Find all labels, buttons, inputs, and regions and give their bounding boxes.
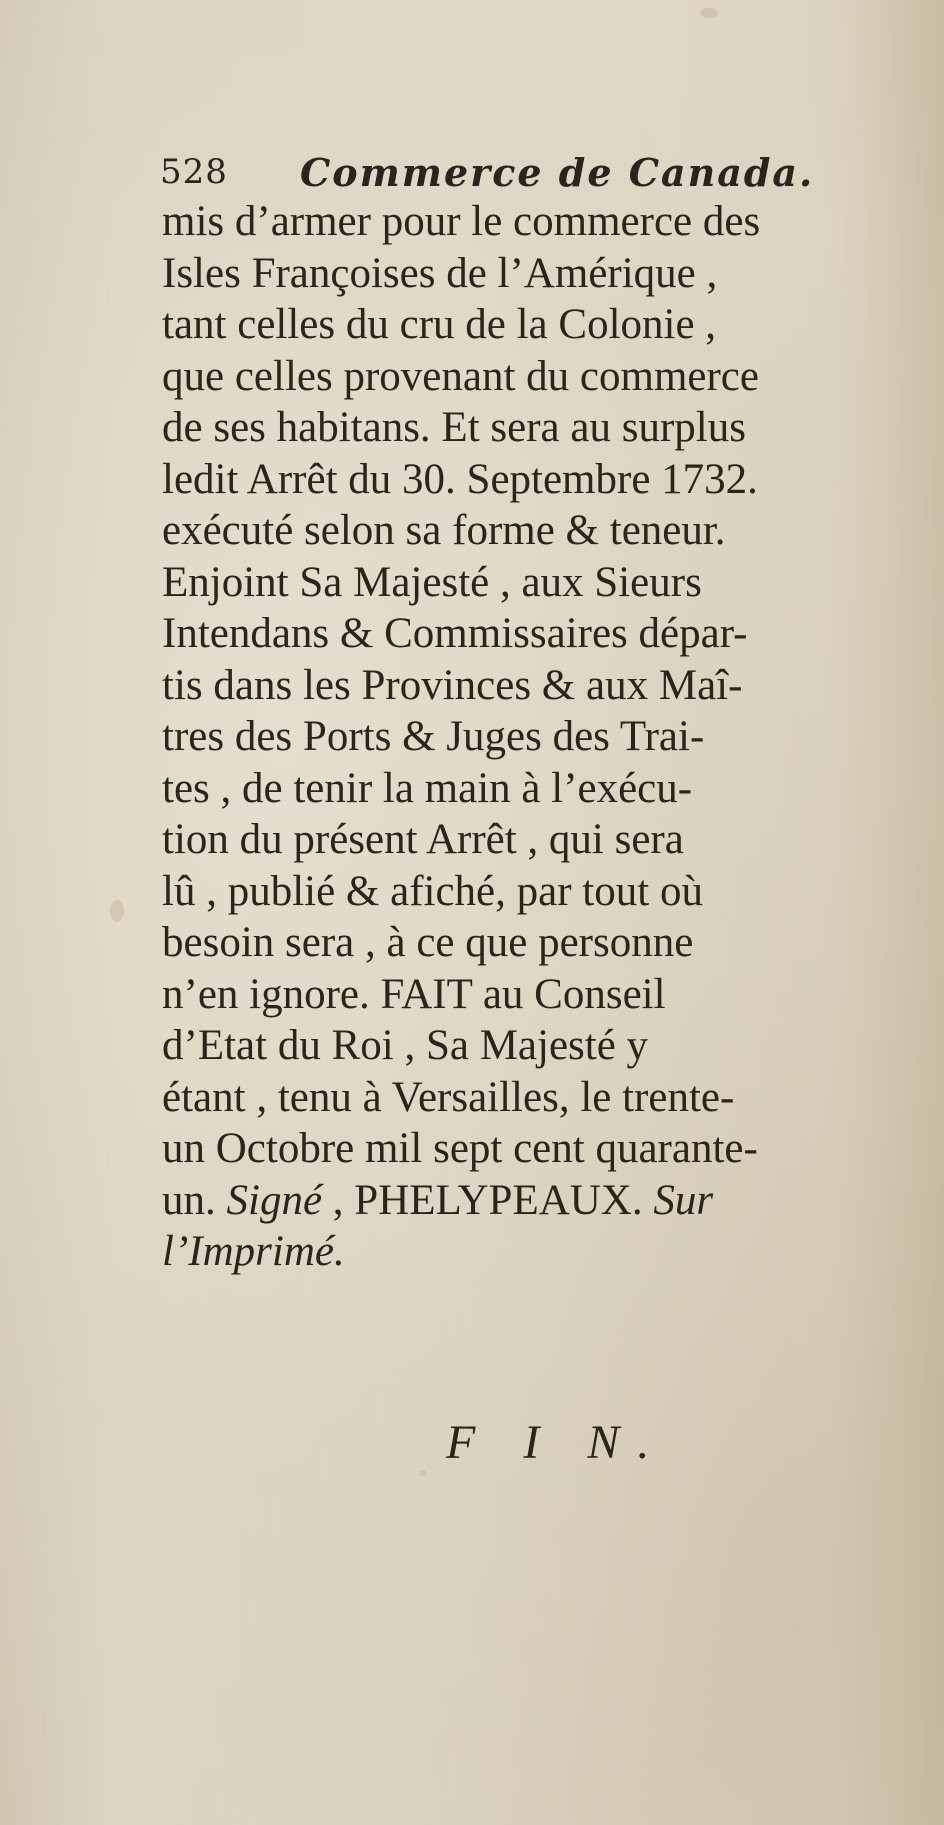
body-text	[162, 196, 912, 1278]
text-line: exécuté selon sa forme & teneur.	[162, 507, 726, 554]
sur-italic: Sur	[653, 1176, 714, 1224]
text-line-final: l’Imprimé.	[162, 1228, 345, 1275]
text-fragment: un.	[162, 1176, 227, 1224]
text-line: d’Etat du Roi , Sa Majesté y	[162, 1022, 649, 1069]
text-line: besoin sera , à ce que personne	[162, 919, 694, 966]
text-line: tant celles du cru de la Colonie ,	[162, 301, 717, 348]
text-line: Enjoint Sa Majesté , aux Sieurs	[162, 558, 702, 606]
text-line: un Octobre mil sept cent quarante-	[162, 1125, 758, 1172]
text-line-signature	[162, 1175, 912, 1227]
text-line: étant , tenu à Versailles, le trente-	[162, 1073, 735, 1121]
signatory-name: , PHELYPEAUX.	[322, 1176, 654, 1224]
text-line: ledit Arrêt du 30. Septembre 1732.	[162, 455, 758, 503]
foxing-spot	[420, 1470, 426, 1476]
signe-italic: Signé	[226, 1176, 323, 1224]
text-line: tion du présent Arrêt , qui sera	[162, 816, 684, 863]
text-line: que celles provenant du commerce	[162, 352, 759, 400]
page-header	[160, 150, 820, 200]
fin-colophon: F I N.	[446, 1416, 668, 1469]
text-line: n’en ignore. FAIT au Conseil	[162, 970, 666, 1018]
foxing-spot	[110, 900, 124, 922]
text-line: tres des Ports & Juges des Trai-	[162, 713, 705, 760]
running-head: Commerce de Canada.	[300, 150, 815, 195]
text-line: tes , de tenir la main à l’exécu-	[162, 764, 693, 812]
text-line: lû , publié & afiché, par tout où	[162, 867, 703, 915]
text-line: Isles Françoises de l’Amérique ,	[162, 249, 718, 297]
text-line: de ses habitans. Et sera au surplus	[162, 404, 746, 451]
text-line: mis d’armer pour le commerce des	[162, 198, 761, 245]
text-line: Intendans & Commissaires dépar-	[162, 610, 748, 657]
page-number: 528	[160, 152, 228, 192]
foxing-spot	[700, 8, 718, 18]
text-line: tis dans les Provinces & aux Maî-	[162, 661, 743, 709]
